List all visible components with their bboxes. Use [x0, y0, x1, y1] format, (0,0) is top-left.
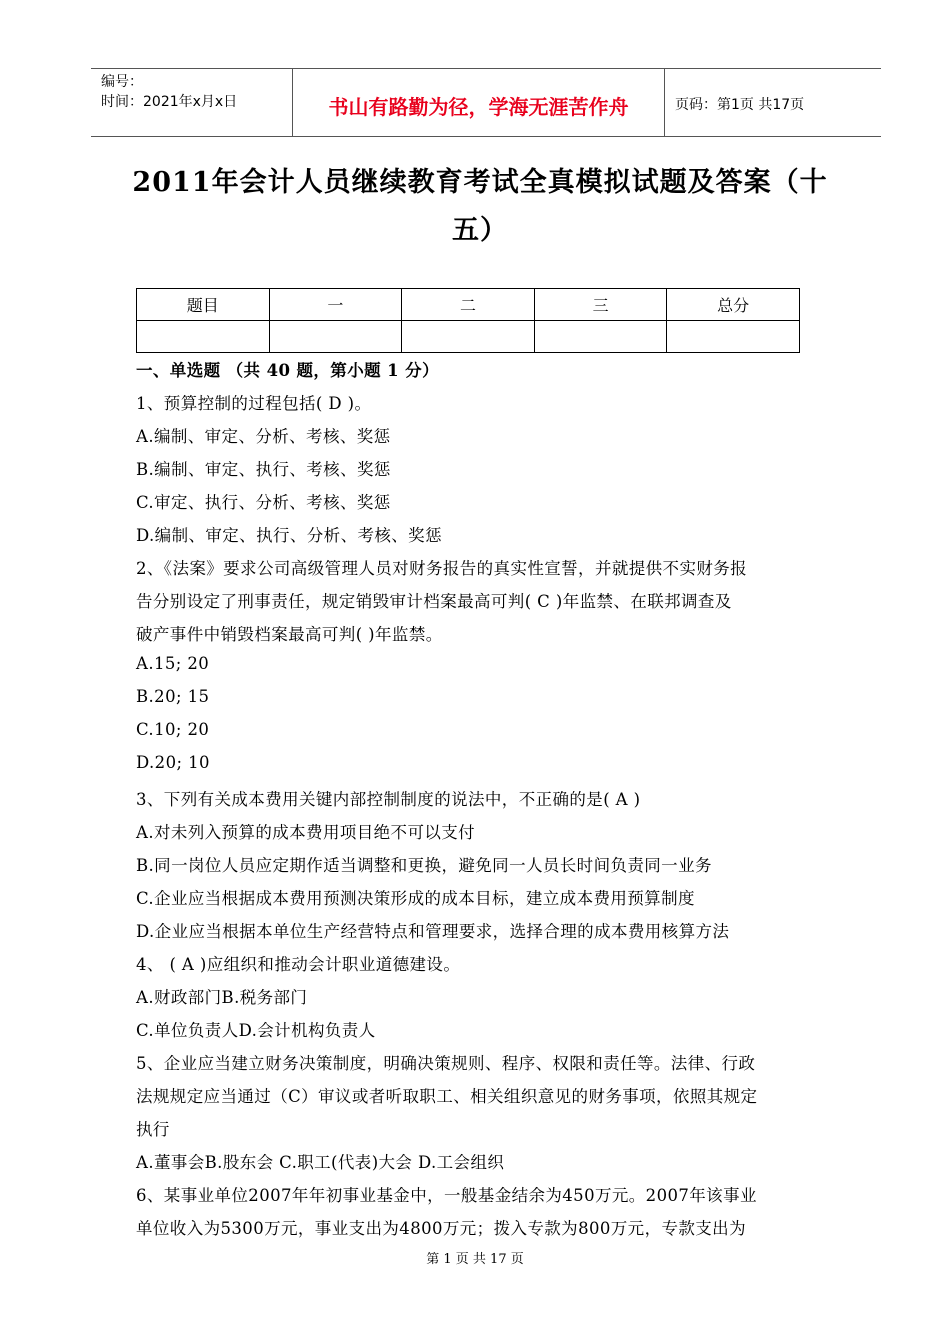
score-value-cell — [402, 321, 535, 353]
document-title-line-1: 2011年会计人员继续教育考试全真模拟试题及答案（十 — [132, 167, 828, 198]
question-line: 4、 ( A )应组织和推动会计职业道德建设。 — [136, 955, 461, 974]
question-line: B.编制、审定、执行、考核、奖惩 — [136, 460, 391, 479]
question-line: 1、预算控制的过程包括( D )。 — [136, 394, 372, 413]
header-meta-cell — [91, 69, 293, 136]
score-value-cell — [137, 321, 270, 353]
question-line: 执行 — [136, 1120, 170, 1139]
score-value-cell — [534, 321, 667, 353]
document-title-line-2: 五） — [452, 215, 508, 246]
header-page-cell — [665, 69, 881, 136]
section-heading: 一、单选题 （共 40 题，第小题 1 分） — [136, 361, 439, 380]
question-line: B.20; 15 — [136, 687, 210, 706]
question-line: C.企业应当根据成本费用预测决策形成的成本目标，建立成本费用预算制度 — [136, 889, 695, 908]
page-footer: 第 1 页 共 17 页 — [426, 1252, 524, 1267]
score-header-cell: 二 — [402, 289, 535, 321]
score-table — [136, 288, 800, 353]
question-line: 法规规定应当通过（C）审议或者听取职工、相关组织意见的财务事项，依照其规定 — [136, 1087, 758, 1106]
slogan: 书山有路勤为径，学海无涯苦作舟 — [328, 95, 629, 119]
score-header-cell: 三 — [534, 289, 667, 321]
question-line: C.审定、执行、分析、考核、奖惩 — [136, 493, 391, 512]
score-header-cell: 总分 — [667, 289, 800, 321]
question-line: A.董事会B.股东会 C.职工(代表)大会 D.工会组织 — [136, 1153, 505, 1172]
question-line: 告分别设定了刑事责任，规定销毁审计档案最高可判( C )年监禁、在联邦调查及 — [136, 592, 732, 611]
question-line: A.编制、审定、分析、考核、奖惩 — [136, 427, 391, 446]
score-value-cell — [269, 321, 402, 353]
page-header — [91, 68, 881, 137]
question-line: C.单位负责人D.会计机构负责人 — [136, 1021, 376, 1040]
question-line: D.编制、审定、执行、分析、考核、奖惩 — [136, 526, 442, 545]
question-line: 单位收入为5300万元，事业支出为4800万元；拨入专款为800万元，专款支出为 — [136, 1219, 746, 1238]
question-line: 6、某事业单位2007年年初事业基金中，一般基金结余为450万元。2007年该事业 — [136, 1186, 757, 1205]
question-line: B.同一岗位人员应定期作适当调整和更换，避免同一人员长时间负责同一业务 — [136, 856, 712, 875]
question-line: 5、企业应当建立财务决策制度，明确决策规则、程序、权限和责任等。法律、行政 — [136, 1054, 756, 1073]
question-line: C.10; 20 — [136, 720, 210, 739]
question-line: D.企业应当根据本单位生产经营特点和管理要求，选择合理的成本费用核算方法 — [136, 922, 730, 941]
question-line: 破产事件中销毁档案最高可判( )年监禁。 — [136, 625, 443, 644]
score-table-value-row — [137, 321, 800, 353]
score-header-cell: 一 — [269, 289, 402, 321]
page-info: 页码：第1页 共17页 — [675, 97, 805, 113]
document-number-label: 编号： — [101, 74, 143, 90]
score-value-cell — [667, 321, 800, 353]
question-line: A.对未列入预算的成本费用项目绝不可以支付 — [136, 823, 476, 842]
question-line: A.财政部门B.税务部门 — [136, 988, 308, 1007]
question-line: 3、下列有关成本费用关键内部控制制度的说法中，不正确的是( A ) — [136, 790, 641, 809]
question-line: 2、《法案》要求公司高级管理人员对财务报告的真实性宣誓，并就提供不实财务报 — [136, 559, 748, 578]
score-header-cell: 题目 — [137, 289, 270, 321]
question-line: D.20; 10 — [136, 753, 210, 772]
score-table-header-row — [137, 289, 800, 321]
document-time-label: 时间：2021年x月x日 — [101, 94, 238, 110]
header-slogan-cell — [293, 69, 665, 136]
question-line: A.15; 20 — [136, 654, 210, 673]
